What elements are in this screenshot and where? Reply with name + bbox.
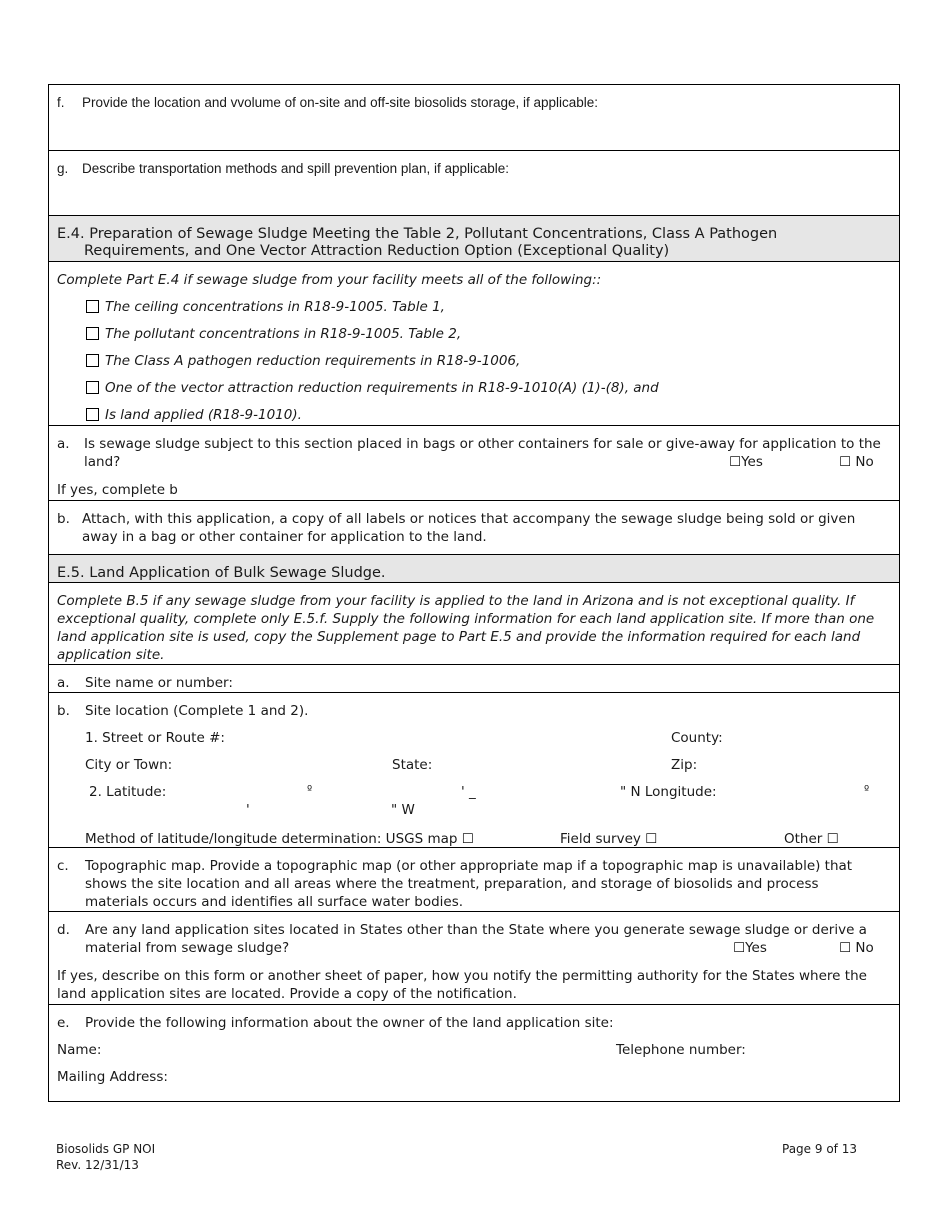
e4-a-no-checkbox[interactable]: ☐ No bbox=[839, 454, 874, 470]
e5-d-yes-checkbox[interactable]: ☐Yes bbox=[733, 940, 767, 956]
row-g-text: Describe transportation methods and spill prevention plan, if applicable: bbox=[82, 161, 509, 176]
e4-a-letter: a. bbox=[57, 436, 70, 452]
e5-c-line2: shows the site location and all areas where the treatment, preparation, and storage of biosolids and process bbox=[85, 876, 819, 892]
criterion-ceiling[interactable]: The ceiling concentrations in R18-9-1005. Table 1, bbox=[86, 298, 445, 316]
e5-intro-line1: Complete B.5 if any sewage sludge from your facility is applied to the land in Arizona and is not exceptional quality. If bbox=[57, 593, 855, 609]
checkbox[interactable] bbox=[86, 327, 99, 340]
e5-c-line1: Topographic map. Provide a topographic map (or other appropriate map if a topographic map is unavailable) that bbox=[85, 858, 853, 874]
checkbox[interactable] bbox=[86, 300, 99, 313]
criterion-land-applied[interactable]: Is land applied (R18-9-1010). bbox=[86, 406, 302, 424]
e5-question-e bbox=[49, 1005, 899, 1101]
county-label[interactable]: County: bbox=[671, 730, 723, 746]
criterion-pathogen[interactable]: The Class A pathogen reduction requirements in R18-9-1006, bbox=[86, 352, 520, 370]
owner-mailing-label[interactable]: Mailing Address: bbox=[57, 1069, 168, 1085]
north-longitude-label[interactable]: " N Longitude: bbox=[620, 784, 717, 800]
zip-label[interactable]: Zip: bbox=[671, 757, 698, 773]
e5-d-letter: d. bbox=[57, 922, 70, 938]
e5-b-letter: b. bbox=[57, 703, 70, 719]
method-field-survey[interactable]: Field survey ☐ bbox=[560, 831, 658, 847]
e5-question-c bbox=[49, 848, 899, 912]
e5-intro bbox=[49, 583, 899, 665]
e4-intro: Complete Part E.4 if sewage sludge from your facility meets all of the following:: bbox=[57, 272, 602, 288]
e5-question-a[interactable] bbox=[49, 665, 899, 693]
e4-b-line1: Attach, with this application, a copy of all labels or notices that accompany the sewage sludge being sold or given bbox=[82, 511, 856, 527]
row-f[interactable] bbox=[49, 85, 899, 151]
longitude-degree-mark: º bbox=[864, 783, 870, 796]
e5-d-if-yes-line1: If yes, describe on this form or another sheet of paper, how you notify the permitting authority for the States where the bbox=[57, 968, 867, 984]
latitude-degree-mark: º bbox=[307, 783, 313, 796]
west-mark: " W bbox=[391, 802, 415, 818]
e5-intro-line4: application site. bbox=[57, 647, 165, 663]
e5-c-letter: c. bbox=[57, 858, 69, 874]
section-e5-heading bbox=[49, 555, 899, 583]
e5-d-line2: material from sewage sludge? bbox=[85, 940, 290, 956]
footer-doc-name: Biosolids GP NOI bbox=[56, 1142, 156, 1156]
e5-question-d bbox=[49, 912, 899, 1005]
e4-criteria bbox=[49, 262, 899, 426]
method-other[interactable]: Other ☐ bbox=[784, 831, 839, 847]
checkbox[interactable] bbox=[86, 381, 99, 394]
criterion-vector[interactable]: One of the vector attraction reduction requirements in R18-9-1010(A) (1)-(8), and bbox=[86, 379, 659, 397]
e4-a-yes-checkbox[interactable]: ☐Yes bbox=[729, 454, 763, 470]
latitude-minute-mark: ' _ bbox=[461, 784, 476, 800]
e4-question-b bbox=[49, 501, 899, 555]
footer-revision: Rev. 12/31/13 bbox=[56, 1158, 139, 1172]
e4-heading-line1: E.4. Preparation of Sewage Sludge Meeting the Table 2, Pollutant Concentrations, Class A Pathogen bbox=[57, 226, 778, 242]
row-f-text: Provide the location and vvolume of on-site and off-site biosolids storage, if applicable: bbox=[82, 95, 599, 110]
row-f-letter: f. bbox=[57, 95, 65, 110]
e4-question-a bbox=[49, 426, 899, 501]
row-g-letter: g. bbox=[57, 161, 69, 176]
e5-d-line1: Are any land application sites located in States other than the State where you generate sewage sludge or derive a bbox=[85, 922, 867, 938]
city-label[interactable]: City or Town: bbox=[85, 757, 173, 773]
e5-b-text: Site location (Complete 1 and 2). bbox=[85, 703, 309, 719]
e4-b-line2: away in a bag or other container for application to the land. bbox=[82, 529, 487, 545]
row-g[interactable] bbox=[49, 151, 899, 216]
e5-intro-line2: exceptional quality, complete only E.5.f. Supply the following information for each land application site. If more than one bbox=[57, 611, 875, 627]
e5-d-no-checkbox[interactable]: ☐ No bbox=[839, 940, 874, 956]
e5-heading: E.5. Land Application of Bulk Sewage Sludge. bbox=[57, 565, 386, 581]
state-label[interactable]: State: bbox=[392, 757, 433, 773]
checkbox[interactable] bbox=[86, 408, 99, 421]
owner-name-label[interactable]: Name: bbox=[57, 1042, 102, 1058]
e4-a-line2: land? bbox=[84, 454, 121, 470]
e4-heading-line2: Requirements, and One Vector Attraction Reduction Option (Exceptional Quality) bbox=[84, 243, 670, 259]
e5-a-text: Site name or number: bbox=[85, 675, 233, 691]
e5-a-letter: a. bbox=[57, 675, 70, 691]
e5-e-letter: e. bbox=[57, 1015, 70, 1031]
e5-question-b bbox=[49, 693, 899, 848]
e5-e-text: Provide the following information about the owner of the land application site: bbox=[85, 1015, 614, 1031]
owner-phone-label[interactable]: Telephone number: bbox=[616, 1042, 746, 1058]
criterion-pollutant[interactable]: The pollutant concentrations in R18-9-1005. Table 2, bbox=[86, 325, 461, 343]
checkbox[interactable] bbox=[86, 354, 99, 367]
e5-c-line3: materials occurs and identifies all surface water bodies. bbox=[85, 894, 464, 910]
form-table bbox=[48, 84, 900, 1102]
longitude-minute-mark: ' bbox=[246, 802, 250, 818]
e4-if-yes: If yes, complete b bbox=[57, 482, 178, 498]
section-e4-heading bbox=[49, 216, 899, 262]
e4-b-letter: b. bbox=[57, 511, 70, 527]
latitude-label[interactable]: 2. Latitude: bbox=[89, 784, 167, 800]
e5-intro-line3: land application site is used, copy the Supplement page to Part E.5 and provide the information required for each land bbox=[57, 629, 861, 645]
method-usgs-map[interactable]: Method of latitude/longitude determination: USGS map ☐ bbox=[85, 831, 474, 847]
footer-page-number: Page 9 of 13 bbox=[782, 1142, 857, 1156]
street-label[interactable]: 1. Street or Route #: bbox=[85, 730, 225, 746]
e5-d-if-yes-line2: land application sites are located. Provide a copy of the notification. bbox=[57, 986, 517, 1002]
e4-a-line1: Is sewage sludge subject to this section placed in bags or other containers for sale or give-away for application to the bbox=[84, 436, 881, 452]
